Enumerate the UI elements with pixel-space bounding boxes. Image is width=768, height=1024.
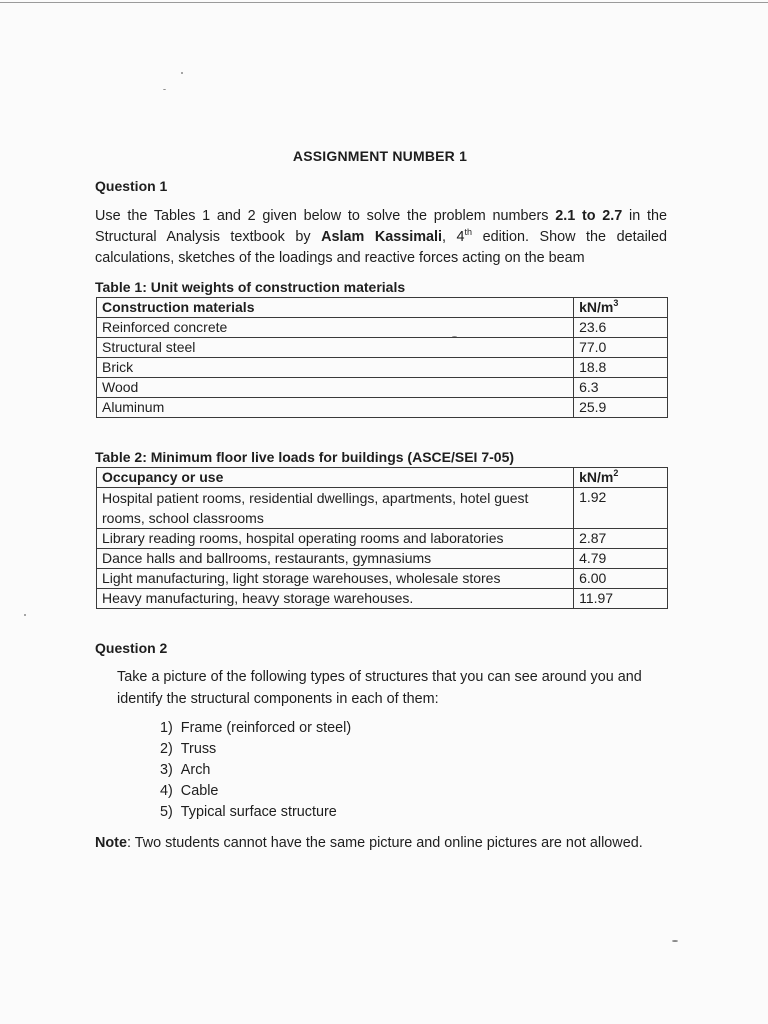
- table-1-unit-weights: [96, 297, 668, 418]
- author-name: Aslam Kassimali: [321, 229, 443, 245]
- value-cell: 77.0: [574, 338, 668, 358]
- scan-speck: [672, 940, 678, 942]
- use-cell: Heavy manufacturing, heavy storage warehouses.: [97, 589, 574, 609]
- value-cell: 6.3: [574, 378, 668, 398]
- question-1-heading: Question 1: [95, 178, 168, 194]
- question-2-heading: Question 2: [95, 640, 168, 656]
- scan-speck: [181, 72, 183, 74]
- question-2-text: Take a picture of the following types of structures that you can see around you and identify the structural components in each of them:: [117, 669, 642, 707]
- table-row: [97, 398, 668, 418]
- column-header: Occupancy or use: [97, 468, 574, 488]
- material-cell: Structural steel: [97, 338, 574, 358]
- table-row: [97, 338, 668, 358]
- use-cell: Dance halls and ballrooms, restaurants, gymnasiums: [97, 549, 574, 569]
- use-cell: Light manufacturing, light storage warehouses, wholesale stores: [97, 569, 574, 589]
- value-cell: 1.92: [574, 488, 668, 529]
- table-row: [97, 569, 668, 589]
- list-item: 5) Typical surface structure: [160, 804, 337, 820]
- note-label: Note: [95, 835, 127, 851]
- table-row: [97, 358, 668, 378]
- material-cell: Aluminum: [97, 398, 574, 418]
- use-cell: Hospital patient rooms, residential dwellings, apartments, hotel guest rooms, school classrooms: [97, 488, 574, 529]
- value-cell: 6.00: [574, 569, 668, 589]
- material-cell: Brick: [97, 358, 574, 378]
- note-text: Note: Two students cannot have the same picture and online pictures are not allowed.: [95, 835, 643, 851]
- scan-speck: [163, 89, 166, 90]
- list-item: 3) Arch: [160, 762, 211, 778]
- list-item: 4) Cable: [160, 783, 219, 799]
- material-cell: Wood: [97, 378, 574, 398]
- table-row: [97, 549, 668, 569]
- column-header: Construction materials: [97, 298, 574, 318]
- value-cell: 18.8: [574, 358, 668, 378]
- column-header-units: $kN/m^3$: [574, 298, 668, 318]
- list-item: 1) Frame (reinforced or steel): [160, 720, 352, 736]
- use-cell: Library reading rooms, hospital operating rooms and laboratories: [97, 529, 574, 549]
- table-row: [97, 488, 668, 529]
- question-1-text: Use the Tables 1 and 2 given below to solve the problem numbers 2.1 to 2.7 in the Structural Analysis textbook by Aslam Kassimali, 4th edition. Show the detailed calculations, sketches of the loadings and reactive forces acting on the beam: [95, 208, 668, 266]
- list-item: 2) Truss: [160, 741, 217, 757]
- table-row: [97, 318, 668, 338]
- problem-range: 2.1 to 2.7: [555, 208, 623, 224]
- value-cell: 4.79: [574, 549, 668, 569]
- value-cell: 23.6: [574, 318, 668, 338]
- column-header-units: $kN/m^2$: [574, 468, 668, 488]
- value-cell: 25.9: [574, 398, 668, 418]
- table-2-live-loads: [96, 467, 668, 609]
- table-header-row: [97, 468, 668, 488]
- table-header-row: [97, 298, 668, 318]
- value-cell: 11.97: [574, 589, 668, 609]
- table-1-caption: Table 1: Unit weights of construction materials: [95, 279, 406, 295]
- structure-type-list: [160, 718, 351, 823]
- scan-edge-line: [0, 2, 768, 3]
- table-row: [97, 378, 668, 398]
- scan-speck: [24, 614, 26, 616]
- table-2-caption: Table 2: Minimum floor live loads for buildings (ASCE/SEI 7-05): [95, 449, 515, 465]
- table-row: [97, 589, 668, 609]
- page-title: ASSIGNMENT NUMBER 1: [292, 148, 468, 164]
- table-row: [97, 529, 668, 549]
- material-cell: Reinforced concrete: [97, 318, 574, 338]
- value-cell: 2.87: [574, 529, 668, 549]
